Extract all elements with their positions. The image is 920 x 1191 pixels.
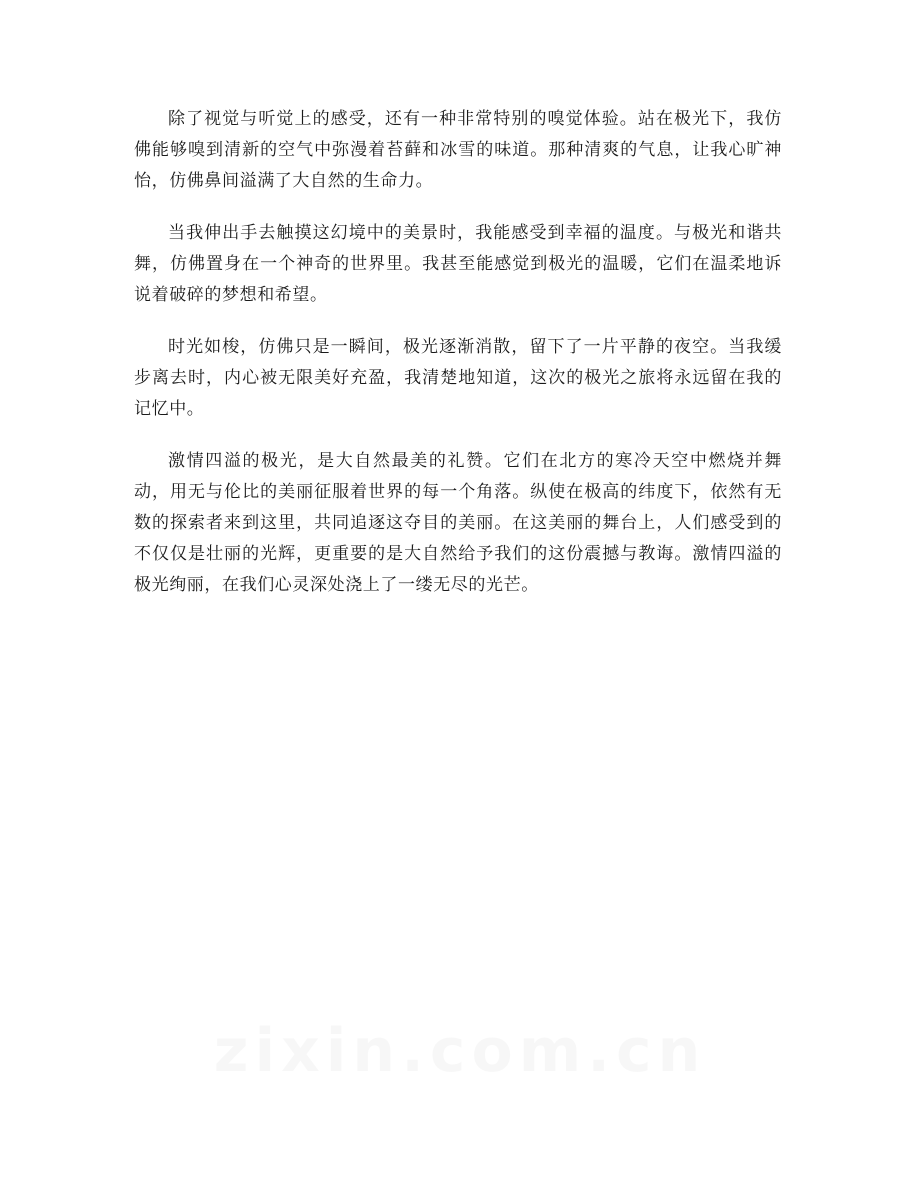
paragraph-departure: 时光如梭，仿佛只是一瞬间，极光逐渐消散，留下了一片平静的夜空。当我缓步离去时，内心被无限美好充盈，我清楚地知道，这次的极光之旅将永远留在我的记忆中。 bbox=[134, 337, 782, 419]
paragraph-smell: 除了视觉与听觉上的感受，还有一种非常特别的嗅觉体验。站在极光下，我仿佛能够嗅到清新的空气中弥漫着苔藓和冰雪的味道。那种清爽的气息，让我心旷神怡，仿佛鼻间溢满了大自然的生命力。 bbox=[134, 109, 782, 191]
document-body bbox=[134, 104, 782, 622]
paragraph-touch: 当我伸出手去触摸这幻境中的美景时，我能感受到幸福的温度。与极光和谐共舞，仿佛置身在一个神奇的世界里。我甚至能感觉到极光的温暖，它们在温柔地诉说着破碎的梦想和希望。 bbox=[134, 223, 782, 305]
watermark bbox=[0, 1016, 920, 1086]
paragraph-conclusion: 激情四溢的极光，是大自然最美的礼赞。它们在北方的寒冷天空中燃烧并舞动，用无与伦比的美丽征服着世界的每一个角落。纵使在极高的纬度下，依然有无数的探索者来到这里，共同追逐这夺目的美丽。在这美丽的舞台上，人们感受到的不仅仅是壮丽的光辉，更重要的是大自然给予我们的这份震撼与教诲。激情四溢的极光绚丽，在我们心灵深处浇上了一缕无尽的光芒。 bbox=[134, 451, 782, 595]
